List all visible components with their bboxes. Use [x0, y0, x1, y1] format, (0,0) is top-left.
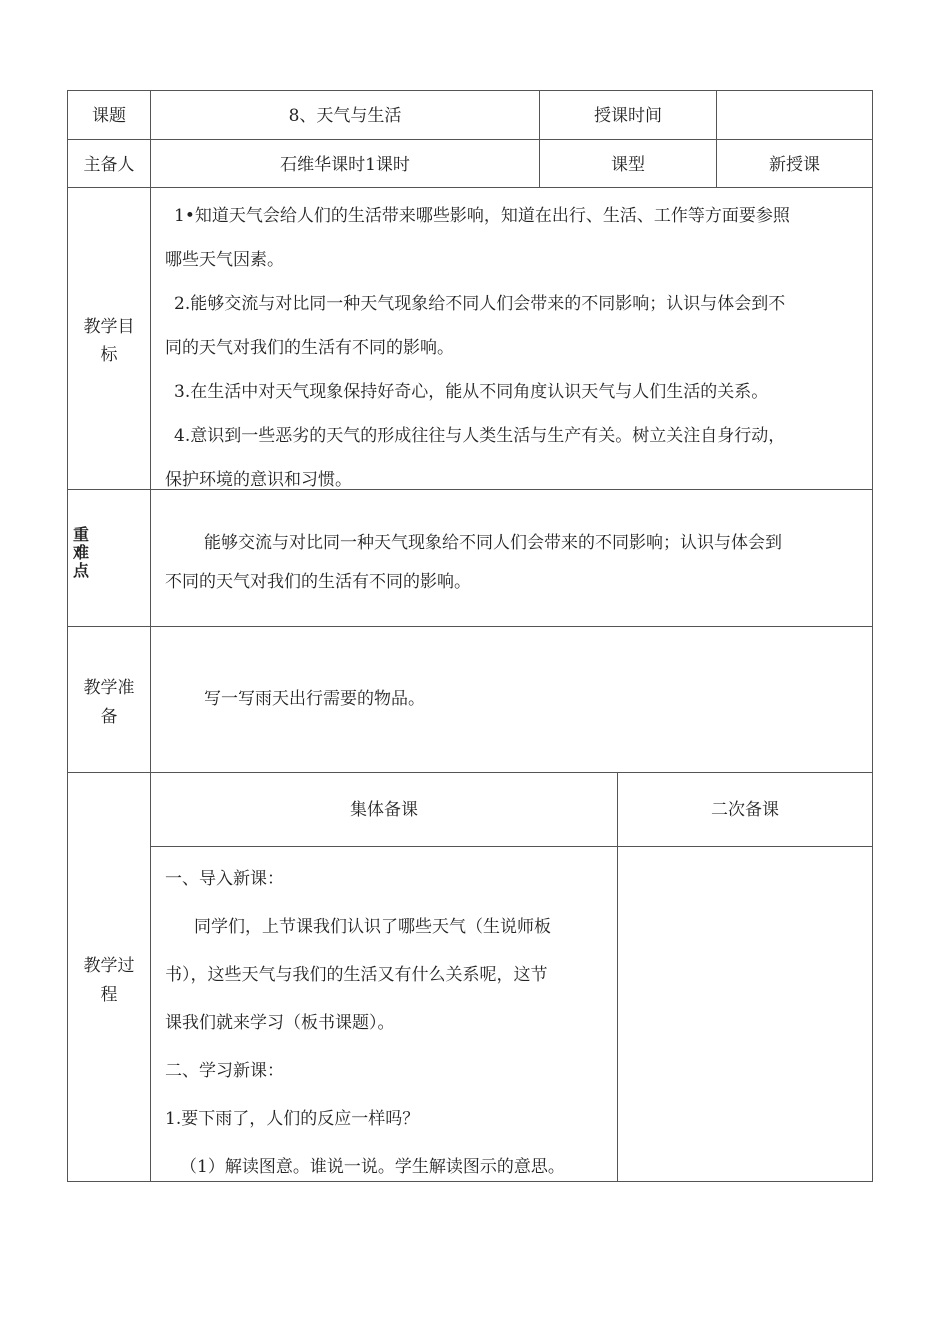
row-divider: [67, 626, 873, 627]
goal-item: 保护环境的意识和习惯。: [165, 470, 352, 490]
table-border-bottom: [67, 1181, 873, 1182]
preparer-value: 石维华课时1课时: [280, 155, 410, 175]
goal-item: 3.在生活中对天气现象保持好奇心，能从不同角度认识天气与人们生活的关系。: [174, 382, 769, 402]
key-points-line1: 能够交流与对比同一种天气现象给不同人们会带来的不同影响；认识与体会到: [204, 533, 782, 553]
time-label: 授课时间: [594, 106, 662, 126]
goals-label-line2: 标: [100, 345, 118, 365]
key-points-label-line1: 重: [73, 525, 90, 544]
process-line: 同学们，上节课我们认识了哪些天气（生说师板: [194, 917, 551, 937]
process-line: 二、学习新课：: [165, 1061, 284, 1081]
topic-value: 8、天气与生活: [288, 106, 402, 126]
row-divider: [150, 846, 873, 847]
process-line: 课我们就来学习（板书课题）。: [165, 1013, 395, 1033]
key-points-label-line2: 难: [73, 543, 90, 562]
process-line: 1.要下雨了，人们的反应一样吗？: [165, 1109, 420, 1129]
process-label-line1: 教学过: [83, 956, 135, 976]
goal-item: 哪些天气因素。: [165, 250, 284, 270]
key-points-label-line3: 点: [73, 561, 90, 580]
goal-item: 2.能够交流与对比同一种天气现象给不同人们会带来的不同影响；认识与体会到不: [174, 294, 786, 314]
table-border-left: [67, 90, 68, 1182]
goal-item: 同的天气对我们的生活有不同的影响。: [165, 338, 454, 358]
row-divider: [67, 139, 873, 140]
preparer-label: 主备人: [83, 155, 135, 175]
topic-label: 课题: [92, 106, 126, 126]
process-line: （1）解读图意。谁说一说。学生解读图示的意思。: [180, 1157, 565, 1177]
type-value: 新授课: [769, 155, 820, 175]
secondary-prep-header: 二次备课: [711, 800, 779, 820]
row-divider: [67, 772, 873, 773]
preparation-label-line1: 教学准: [83, 678, 135, 698]
process-label-line2: 程: [100, 985, 118, 1005]
key-points-line2: 不同的天气对我们的生活有不同的影响。: [165, 572, 471, 592]
goal-item: 1•知道天气会给人们的生活带来哪些影响，知道在出行、生活、工作等方面要参照: [174, 206, 790, 226]
table-border-right: [872, 90, 873, 1182]
type-label: 课型: [611, 155, 645, 175]
table-border-top: [67, 90, 873, 91]
col-divider: [617, 772, 618, 1182]
preparation-label-line2: 备: [100, 707, 118, 727]
process-line: 书），这些天气与我们的生活又有什么关系呢，这节: [165, 965, 548, 985]
goals-label-line1: 教学目: [83, 317, 135, 337]
goal-item: 4.意识到一些恶劣的天气的形成往往与人类生活与生产有关。树立关注自身行动，: [174, 426, 786, 446]
row-divider: [67, 187, 873, 188]
process-line: 一、导入新课：: [165, 869, 284, 889]
preparation-text: 写一写雨天出行需要的物品。: [204, 689, 425, 709]
col-divider: [150, 90, 151, 1182]
collective-prep-header: 集体备课: [350, 800, 418, 820]
